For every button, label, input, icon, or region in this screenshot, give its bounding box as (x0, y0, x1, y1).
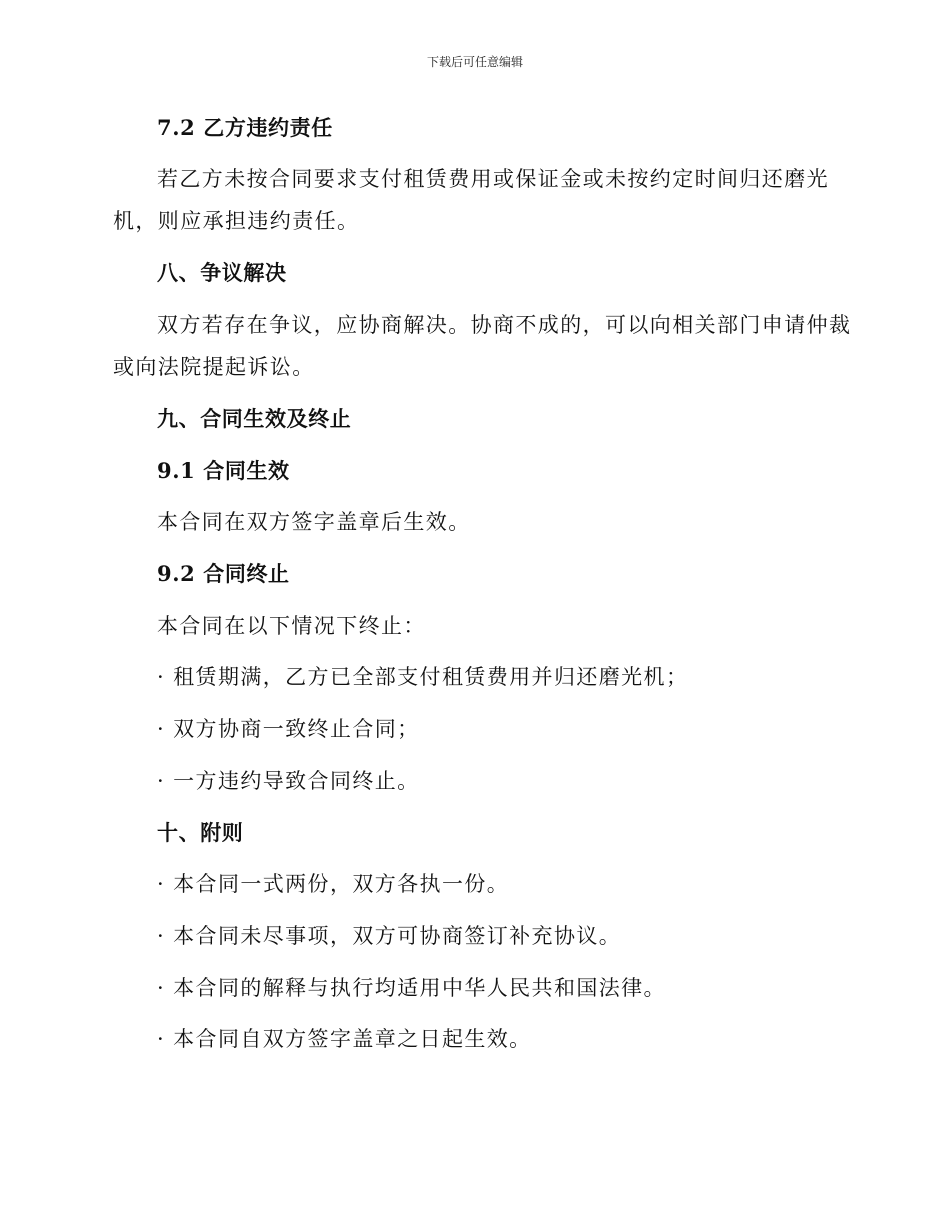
section-8-paragraph-line-1: 双方若存在争议，应协商解决。协商不成的，可以向相关部门申请仲裁 (157, 313, 852, 337)
section-9-2-heading: 9.2 合同终止 (157, 561, 290, 586)
list-item: · 双方协商一致终止合同； (157, 717, 420, 741)
section-7-2-paragraph-line-2: 机，则应承担违约责任。 (113, 209, 360, 233)
list-item: · 本合同一式两份，双方各执一份。 (157, 872, 510, 896)
section-9-1-text: 本合同在双方签字盖章后生效。 (157, 510, 471, 534)
section-9-heading: 九、合同生效及终止 (157, 406, 352, 431)
list-item: · 一方违约导致合同终止。 (157, 769, 420, 793)
list-item: · 租赁期满，乙方已全部支付租赁费用并归还磨光机； (157, 665, 689, 689)
section-9-2-intro: 本合同在以下情况下终止： (157, 614, 426, 638)
list-item: · 本合同未尽事项，双方可协商签订补充协议。 (157, 924, 622, 948)
section-7-2-paragraph-line-1: 若乙方未按合同要求支付租赁费用或保证金或未按约定时间归还磨光 (157, 167, 829, 191)
section-7-2-heading: 7.2 乙方违约责任 (157, 115, 333, 140)
page-header: 下载后可任意编辑 (426, 55, 523, 69)
section-9-1-heading: 9.1 合同生效 (157, 458, 290, 483)
section-8-heading: 八、争议解决 (157, 260, 287, 285)
section-8-paragraph-line-2: 或向法院提起诉讼。 (113, 355, 315, 379)
section-10-heading: 十、附则 (157, 820, 244, 845)
list-item: · 本合同自双方签字盖章之日起生效。 (157, 1027, 532, 1051)
list-item: · 本合同的解释与执行均适用中华人民共和国法律。 (157, 976, 666, 1000)
